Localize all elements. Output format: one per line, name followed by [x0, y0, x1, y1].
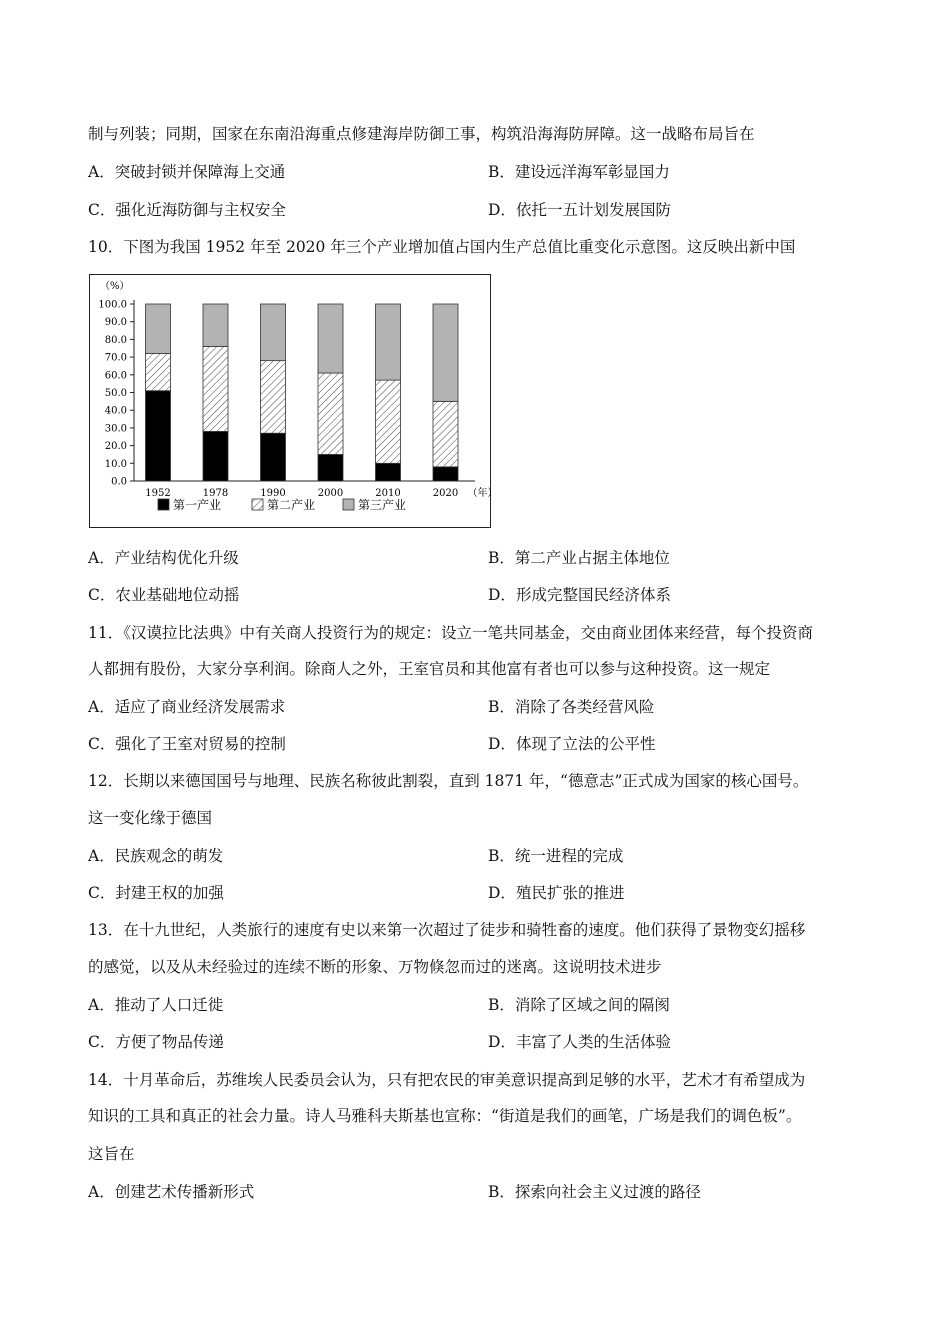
option-letter: D． [488, 201, 516, 219]
option-text: 殖民扩张的推进 [515, 884, 625, 902]
q12-option-a[interactable] [88, 846, 223, 866]
x-tick-label: 2000 [317, 488, 344, 499]
y-tick-label: 20.0 [104, 441, 127, 453]
legend-swatch [158, 499, 169, 510]
x-tick-label: 2010 [375, 488, 401, 499]
industry-share-chart [89, 274, 498, 528]
y-tick-label: 10.0 [104, 458, 127, 470]
bar-segment-1 [318, 454, 343, 481]
q11-option-d[interactable] [488, 734, 655, 754]
q13-option-a[interactable] [88, 995, 223, 1015]
q12-option-d[interactable] [488, 883, 624, 903]
y-tick-label: 70.0 [104, 352, 127, 364]
y-tick-label: 80.0 [104, 334, 127, 346]
legend-label: 第三产业 [358, 498, 407, 512]
option-text: 丰富了人类的生活体验 [515, 1033, 671, 1051]
option-text: 民族观念的萌发 [114, 847, 224, 865]
bar-segment-1 [146, 391, 171, 481]
bar-segment-3 [376, 304, 401, 380]
option-text: 封建王权的加强 [115, 884, 224, 902]
q11-stem-line-2: 人都拥有股份，大家分享利润。除商人之外，王室官员和其他富有者也可以参与这种投资。这一规定 [88, 660, 771, 678]
bar-segment-2 [261, 361, 286, 434]
option-letter: A． [88, 698, 115, 716]
option-letter: B． [488, 847, 515, 865]
legend-label: 第二产业 [267, 498, 316, 512]
option-letter: B． [488, 163, 515, 181]
option-letter: B． [488, 698, 515, 716]
y-tick-label: 90.0 [104, 317, 127, 329]
option-letter: C． [88, 201, 116, 219]
option-letter: B． [488, 549, 515, 567]
option-letter: D． [488, 735, 516, 753]
q13-stem-line-2: 的感觉，以及从未经验过的连续不断的形象、万物倏忽而过的迷离。这说明技术进步 [88, 958, 662, 976]
bar-segment-1 [376, 463, 401, 481]
option-text: 建设远洋海军彰显国力 [514, 163, 670, 181]
option-text: 强化了王室对贸易的控制 [115, 735, 286, 753]
option-text: 统一进程的完成 [514, 847, 624, 865]
option-letter: C． [88, 735, 116, 753]
q14-option-a[interactable] [88, 1182, 254, 1202]
q13-stem-line-1: 13．在十九世纪，人类旅行的速度有史以来第一次超过了徒步和骑牲畜的速度。他们获得了景物变幻摇移 [88, 921, 806, 939]
option-text: 消除了各类经营风险 [514, 698, 655, 716]
option-text: 依托一五计划发展国防 [515, 201, 671, 219]
q9-stem-continuation: 制与列装；同期，国家在东南沿海重点修建海岸防御工事，构筑沿海海防屏障。这一战略布局旨在 [88, 125, 755, 143]
bar-segment-3 [203, 304, 228, 346]
q14-stem-line-1: 14．十月革命后，苏维埃人民委员会认为，只有把农民的审美意识提高到足够的水平，艺术才有希望成为 [88, 1071, 806, 1089]
option-text: 产业结构优化升级 [114, 549, 239, 567]
x-tick-label: 1952 [145, 488, 171, 499]
q14-stem-line-2: 知识的工具和真正的社会力量。诗人马雅科夫斯基也宣称：“街道是我们的画笔，广场是我们的调色板”。 [88, 1107, 802, 1125]
option-letter: A． [88, 163, 115, 181]
q9-option-d[interactable] [488, 200, 671, 220]
q10-option-c[interactable] [88, 585, 239, 605]
option-letter: A． [88, 996, 115, 1014]
option-text: 农业基础地位动摇 [115, 586, 240, 604]
option-text: 体现了立法的公平性 [515, 735, 656, 753]
option-text: 消除了区域之间的隔阂 [514, 996, 670, 1014]
option-letter: D． [488, 586, 516, 604]
y-tick-label: 50.0 [104, 388, 127, 399]
q12-stem-line-1: 12．长期以来德国国号与地理、民族名称彼此割裂，直到 1871 年，“德意志”正式成为国家的核心国号。 [88, 772, 809, 790]
q14-stem-line-3: 这旨在 [88, 1145, 135, 1163]
option-text: 创建艺术传播新形式 [114, 1183, 255, 1201]
q13-option-c[interactable] [88, 1032, 224, 1052]
q10-option-b[interactable] [488, 548, 670, 568]
bar-segment-2 [146, 354, 171, 391]
option-text: 适应了商业经济发展需求 [114, 698, 286, 716]
q11-stem-line-1: 11．《汉谟拉比法典》中有关商人投资行为的规定：设立一笔共同基金，交由商业团体来经营，每个投资商 [88, 624, 813, 642]
bar-segment-2 [203, 346, 228, 431]
q12-stem-line-2: 这一变化缘于德国 [88, 809, 213, 827]
option-letter: C． [88, 1033, 116, 1051]
y-tick-label: 40.0 [104, 405, 127, 417]
y-tick-label: 100.0 [98, 299, 127, 311]
option-letter: D． [488, 884, 516, 902]
q10-option-d[interactable] [488, 585, 671, 605]
bar-segment-2 [433, 401, 458, 466]
q11-option-c[interactable] [88, 734, 286, 754]
q9-option-b[interactable] [488, 162, 670, 182]
option-text: 推动了人口迁徙 [114, 996, 224, 1014]
y-tick-label: 30.0 [104, 423, 127, 435]
option-letter: B． [488, 1183, 515, 1201]
y-tick-label: 60.0 [104, 370, 127, 382]
bar-segment-3 [146, 304, 171, 354]
q12-option-b[interactable] [488, 846, 623, 866]
option-letter: D． [488, 1033, 516, 1051]
bar-segment-1 [433, 467, 458, 481]
q14-option-b[interactable] [488, 1182, 701, 1202]
bar-segment-3 [261, 304, 286, 361]
q10-option-a[interactable] [88, 548, 239, 568]
legend-swatch [252, 499, 263, 510]
x-tick-label: 1990 [260, 488, 286, 499]
option-text: 形成完整国民经济体系 [515, 586, 671, 604]
option-text: 第二产业占据主体地位 [514, 549, 670, 567]
option-letter: C． [88, 884, 116, 902]
x-unit-label: （年） [467, 488, 498, 499]
x-tick-label: 2020 [432, 488, 459, 499]
stacked-bar-chart [90, 275, 498, 526]
option-text: 强化近海防御与主权安全 [115, 201, 286, 219]
q11-option-a[interactable] [88, 697, 285, 717]
q11-option-b[interactable] [488, 697, 654, 717]
option-letter: A． [88, 549, 115, 567]
option-letter: C． [88, 586, 116, 604]
bar-segment-2 [376, 380, 401, 463]
y-tick-label: 0.0 [111, 476, 127, 488]
bar-segment-1 [203, 431, 228, 481]
q9-option-c[interactable] [88, 200, 286, 220]
bar-segment-2 [318, 373, 343, 454]
bar-segment-3 [433, 304, 458, 401]
option-letter: B． [488, 996, 515, 1014]
option-text: 探索向社会主义过渡的路径 [514, 1183, 701, 1201]
option-letter: A． [88, 1183, 115, 1201]
option-text: 突破封锁并保障海上交通 [114, 163, 286, 181]
q12-option-c[interactable] [88, 883, 224, 903]
bar-segment-3 [318, 304, 343, 373]
option-text: 方便了物品传递 [115, 1033, 224, 1051]
q13-option-d[interactable] [488, 1032, 671, 1052]
option-letter: A． [88, 847, 115, 865]
bar-segment-1 [261, 433, 286, 481]
y-unit-label: （%） [100, 281, 130, 292]
legend-label: 第一产业 [173, 498, 222, 512]
legend-swatch [343, 499, 354, 510]
q9-option-a[interactable] [88, 162, 285, 182]
q10-stem: 10．下图为我国 1952 年至 2020 年三个产业增加值占国内生产总值比重变化示意图。这反映出新中国 [88, 238, 796, 256]
x-tick-label: 1978 [202, 488, 229, 499]
q13-option-b[interactable] [488, 995, 670, 1015]
